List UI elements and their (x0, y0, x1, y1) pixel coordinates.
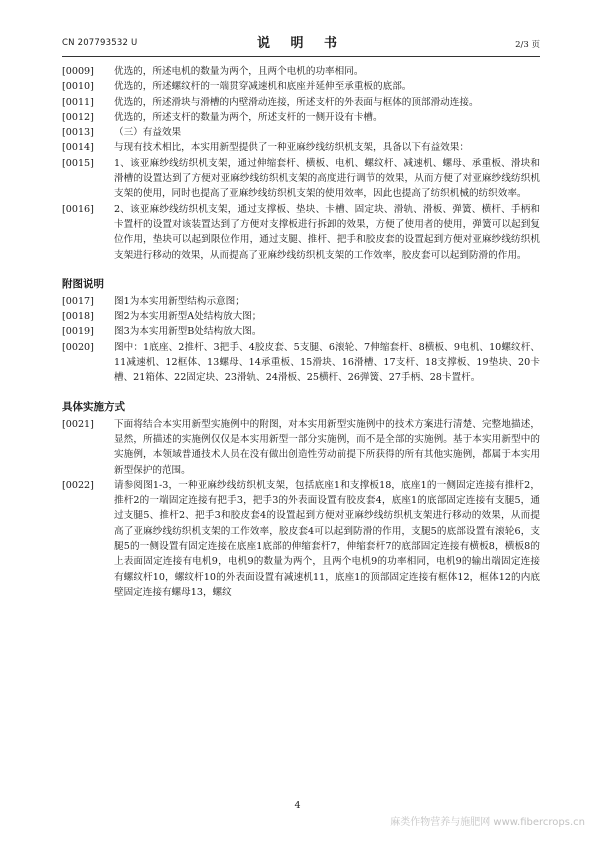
paragraph-text: （三）有益效果 (114, 127, 182, 139)
paragraph (62, 156, 540, 202)
paragraph-number: [0014] (62, 142, 94, 154)
section-heading-figures: 附图说明 (62, 277, 104, 290)
paragraph-number: [0017] (62, 295, 94, 307)
paragraph-text: 1、该亚麻纱线纺织机支架，通过伸缩套杆、横板、电机、螺纹杆、减速机、螺母、承重板、滑块和滑槽的设置达到了方便对亚麻纱线纺织机支架的高度进行调节的效果，从而方便了对亚麻纱线纺织机支架的使用，同时也提高了亚麻纱线纺织机支架的使用效率，因此也提高了纺织机械的纺织效率。 (114, 157, 540, 200)
page-info: 2/3 页 (515, 40, 540, 50)
paragraph-number: [0022] (62, 479, 94, 491)
paragraph-number: [0015] (62, 157, 94, 169)
paragraph (62, 110, 540, 125)
paragraph (62, 478, 540, 600)
paragraph-group-figures (62, 294, 540, 386)
section-heading-embodiment: 具体实施方式 (62, 400, 125, 413)
paragraph-text: 与现有技术相比，本实用新型提供了一种亚麻纱线纺织机支架，具备以下有益效果： (114, 142, 469, 154)
watermark: 麻类作物营养与施肥网 www.fibercrops.cn (390, 817, 585, 828)
paragraph (62, 417, 540, 478)
paragraph-number: [0021] (62, 418, 94, 430)
paragraph-number: [0018] (62, 311, 94, 323)
paragraph-text: 图2为本实用新型A处结构放大图； (114, 311, 262, 323)
paragraph-text: 请参阅图1-3，一种亚麻纱线纺织机支架，包括底座1和支撑板18，底座1的一侧固定连接有推杆2，推杆2的一端固定连接有把手3，把手3的外表面设置有胶皮套4，底座1的底部固定连接有支腿5，通过支腿5、推杆2、把手3和胶皮套4的设置起到方便对亚麻纱线纺织机支架进行移动的效果，从而提高了亚麻纱线纺织机支架的工作效率，胶皮套4可以起到防滑的作用，支腿5的底部设置有滚轮6，支腿5的一侧设置有固定连接在底座1底部的伸缩套杆7，伸缩套杆7的底部固定连接有横板8，横板8的上表面固定连接有电机9，电机9的数量为两个，且两个电机9的功率相同，电机9的输出端固定连接有螺纹杆10，螺纹杆10的外表面设置有减速机11，底座1的顶部固定连接有框体12，框体12的内底壁固定连接有螺母13，螺纹 (114, 479, 540, 598)
page-number: 4 (294, 800, 301, 811)
paragraph (62, 95, 540, 110)
document-number: CN 207793532 U (62, 38, 138, 48)
paragraph (62, 64, 540, 79)
document-title: 说 明 书 (256, 36, 346, 51)
paragraph (62, 324, 540, 339)
document-body (62, 64, 540, 600)
paragraph-number: [0020] (62, 341, 94, 353)
paragraph-group-summary (62, 64, 540, 263)
paragraph-number: [0012] (62, 111, 94, 123)
paragraph-text: 2、该亚麻纱线纺织机支架，通过支撑板、垫块、卡槽、固定块、滑轨、滑板、弹簧、横杆、手柄和卡置杆的设置对该装置达到了方便对支撑板进行拆卸的效果，方便了使用者的使用，弹簧可以起到复位作用，垫块可以起到限位作用，通过支腿、推杆、把手和胶皮套的设置起到方便对亚麻纱线纺织机支架进行移动的效果，从而提高了亚麻纱线纺织机支架的工作效率，胶皮套可以起到防滑的作用。 (114, 203, 540, 261)
paragraph-text: 优选的，所述电机的数量为两个，且两个电机的功率相同。 (114, 66, 364, 77)
page-header (62, 30, 540, 52)
paragraph-number: [0009] (62, 66, 94, 77)
paragraph (62, 340, 540, 386)
paragraph (62, 309, 540, 324)
paragraph (62, 140, 540, 155)
paragraph (62, 202, 540, 263)
paragraph-number: [0010] (62, 81, 94, 93)
paragraph (62, 125, 540, 140)
paragraph-text: 优选的，所述支杆的数量为两个，所述支杆的一侧开设有卡槽。 (114, 111, 383, 123)
paragraph-number: [0019] (62, 326, 94, 338)
paragraph-number: [0011] (62, 96, 94, 108)
paragraph-text: 优选的，所述螺纹杆的一端贯穿减速机和底座并延伸至承重板的底部。 (114, 81, 412, 93)
paragraph-text: 图3为本实用新型B处结构放大图。 (114, 326, 262, 338)
paragraph (62, 79, 540, 94)
paragraph-text: 图中：1底座、2推杆、3把手、4胶皮套、5支腿、6滚轮、7伸缩套杆、8横板、9电机、10螺纹杆、11减速机、12框体、13螺母、14承重板、15滑块、16滑槽、17支杆、18支撑板、19垫块、20卡槽、21箱体、22固定块、23滑轨、24滑板、25横杆、26弹簧、27手柄、28卡置杆。 (114, 341, 540, 384)
paragraph-group-embodiment (62, 417, 540, 601)
paragraph (62, 294, 540, 309)
paragraph-number: [0013] (62, 127, 94, 139)
paragraph-text: 优选的，所述滑块与滑槽的内壁滑动连接，所述支杆的外表面与框体的顶部滑动连接。 (114, 96, 479, 108)
paragraph-number: [0016] (62, 203, 94, 215)
paragraph-text: 下面将结合本实用新型实施例中的附图，对本实用新型实施例中的技术方案进行清楚、完整地描述，显然，所描述的实施例仅仅是本实用新型一部分实施例，而不是全部的实施例。基于本实用新型中的实施例，本领域普通技术人员在没有做出创造性劳动前提下所获得的所有其他实施例，都属于本实用新型保护的范围。 (114, 418, 540, 476)
paragraph-text: 图1为本实用新型结构示意图； (114, 295, 245, 307)
header-divider (62, 56, 540, 57)
